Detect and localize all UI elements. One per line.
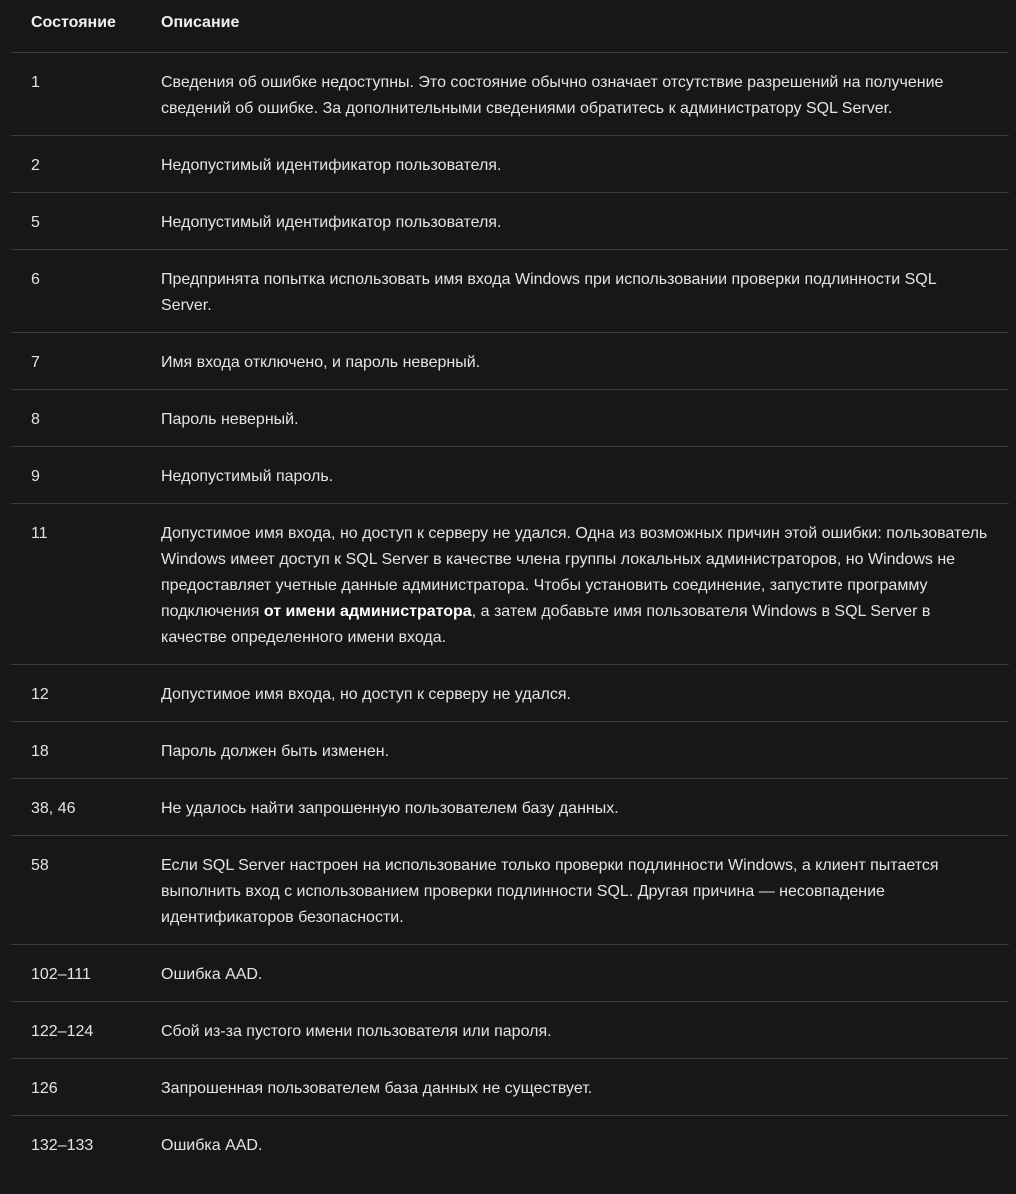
state-cell: 18 [11, 722, 141, 779]
table-row [11, 53, 1009, 136]
description-cell: Не удалось найти запрошенную пользователем базу данных. [141, 779, 1009, 836]
state-cell: 6 [11, 250, 141, 333]
description-cell: Допустимое имя входа, но доступ к серверу не удался. [141, 665, 1009, 722]
table-row [11, 1002, 1009, 1059]
table-row [11, 665, 1009, 722]
table-row [11, 1059, 1009, 1116]
description-emphasis: от имени администратора [263, 603, 472, 620]
description-cell: Ошибка AAD. [161, 1137, 263, 1154]
description-cell [141, 504, 1009, 665]
state-cell: 8 [11, 390, 141, 447]
table-row [11, 836, 1009, 945]
state-cell: 38, 46 [11, 779, 141, 836]
description-text: Допустимое имя входа, но доступ к серверу не удался. Одна из возможных причин этой ошибки: пользователь Windows имеет доступ к SQL Server в качестве члена группы локальных администраторов, но Windows не предоставляет учетные данные администратора. Чтобы установить соединение, запустите программу подключения [161, 525, 988, 620]
table-row [11, 1116, 1009, 1173]
state-cell: 11 [11, 504, 141, 665]
table-row [11, 945, 1009, 1002]
table-row [11, 193, 1009, 250]
description-text: , а затем добавьте имя пользователя Windows в SQL Server в качестве определенного имени входа. [161, 603, 931, 646]
table-row [11, 722, 1009, 779]
state-cell: 9 [11, 447, 141, 504]
description-cell: Недопустимый пароль. [141, 447, 1009, 504]
description-cell: Недопустимый идентификатор пользователя. [141, 136, 1009, 193]
description-cell: Пароль должен быть изменен. [141, 722, 1009, 779]
table-row [11, 333, 1009, 390]
table-header-row [11, 0, 1009, 53]
description-cell: Предпринята попытка использовать имя входа Windows при использовании проверки подлинности SQL Server. [141, 250, 1009, 333]
description-cell: Если SQL Server настроен на использование только проверки подлинности Windows, а клиент пытается выполнить вход с использованием проверки подлинности SQL. Другая причина — несовпадение идентификаторов безопасности. [141, 836, 1009, 945]
description-cell: Недопустимый идентификатор пользователя. [141, 193, 1009, 250]
description-cell: Сбой из-за пустого имени пользователя или пароля. [141, 1002, 1009, 1059]
state-cell: 102–111 [11, 945, 141, 1002]
description-cell: Сведения об ошибке недоступны. Это состояние обычно означает отсутствие разрешений на получение сведений об ошибке. За дополнительными сведениями обратитесь к администратору SQL Server. [141, 53, 1009, 136]
column-header-state: Состояние [11, 0, 141, 53]
state-cell: 12 [11, 665, 141, 722]
column-header-description: Описание [141, 0, 1009, 53]
login-error-states-table [11, 0, 1009, 1172]
state-cell: 7 [11, 333, 141, 390]
table-row [11, 390, 1009, 447]
state-cell: 5 [11, 193, 141, 250]
table-row [11, 504, 1009, 665]
state-cell: 126 [11, 1059, 141, 1116]
table-row [11, 136, 1009, 193]
table-row [11, 447, 1009, 504]
state-cell: 122–124 [11, 1002, 141, 1059]
description-cell: Имя входа отключено, и пароль неверный. [141, 333, 1009, 390]
description-cell: Запрошенная пользователем база данных не существует. [141, 1059, 1009, 1116]
table-row [11, 250, 1009, 333]
description-cell: Ошибка AAD. [141, 945, 1009, 1002]
state-cell: 132–133 [31, 1137, 94, 1154]
description-cell: Пароль неверный. [141, 390, 1009, 447]
table-row [11, 779, 1009, 836]
state-cell: 58 [11, 836, 141, 945]
state-cell: 1 [11, 53, 141, 136]
state-cell: 2 [11, 136, 141, 193]
